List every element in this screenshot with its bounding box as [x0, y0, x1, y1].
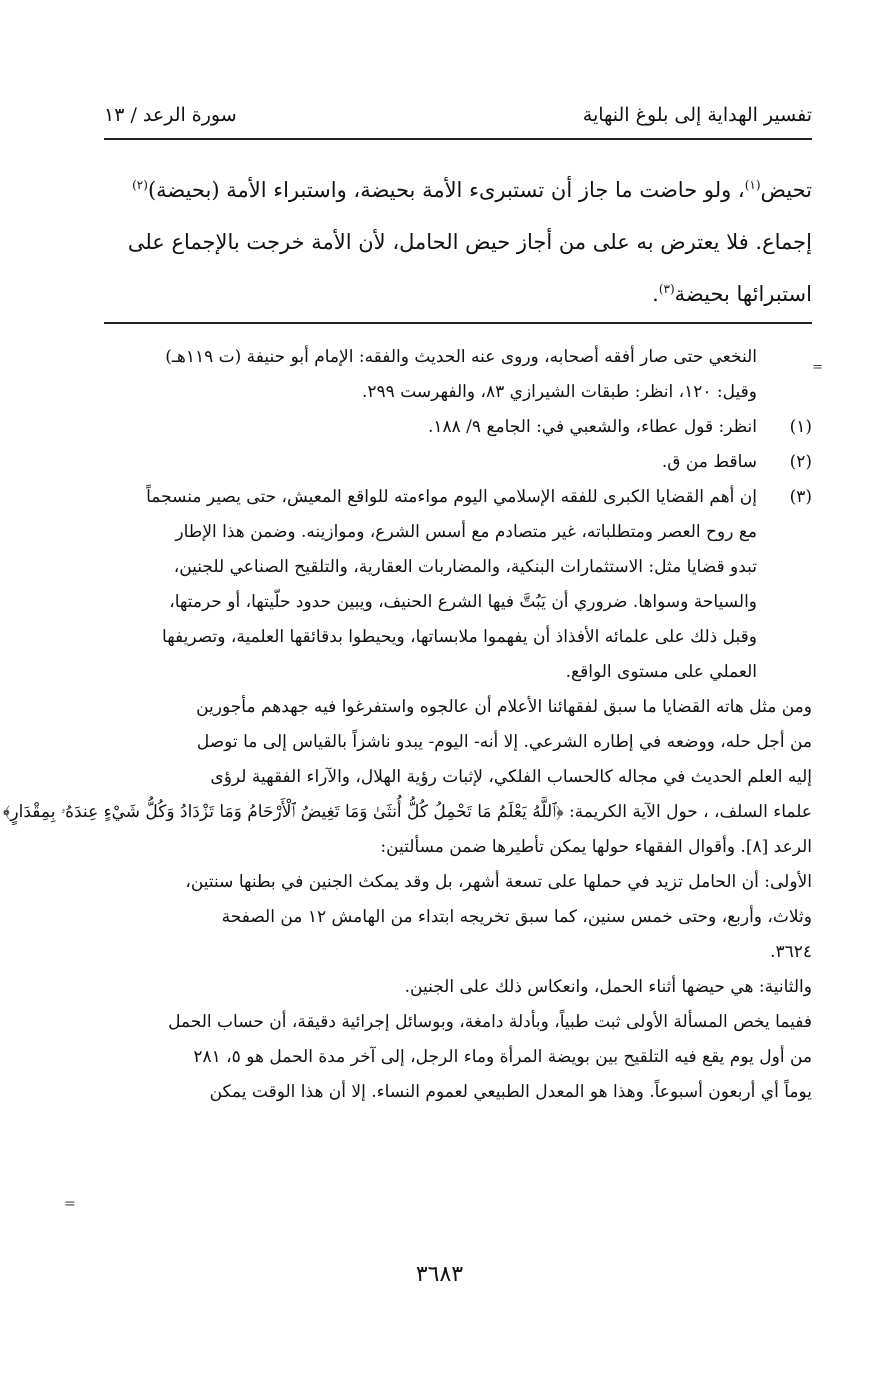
continuation-mark-bottom: =: [64, 1196, 76, 1212]
footnote-line: النخعي حتى صار أفقه أصحابه، وروى عنه الحديث والفقه: الإمام أبو حنيفة (ت ١١٩هـ): [165, 347, 757, 367]
footnote-line: علماء السلف، ، حول الآية الكريمة: ﴿ٱللَّهُ يَعْلَمُ مَا تَحْمِلُ كُلُّ أُنثَىٰ وَمَا تَغِيضُ ٱلْأَرْحَامُ وَمَا تَزْدَادُ وَكُلُّ شَيْءٍ عِندَهُۥ بِمِقْدَارٍ﴾: [2, 802, 812, 822]
footnote-line: وثلاث، وأربع، وحتى خمس سنين، كما سبق تخريجه ابتداء من الهامش ١٢ من الصفحة: [221, 907, 812, 927]
footnote-3-paragraph-5: [104, 1005, 812, 1110]
footnote-line: يوماً أي أربعون أسبوعاً. وهذا هو المعدل الطبيعي لعموم النساء. إلا أن هذا الوقت يمكن: [209, 1082, 812, 1102]
footnote-line: إليه العلم الحديث في مجاله كالحساب الفلكي، لإثبات رؤية الهلال، والآراء الفقهية لرؤى: [210, 767, 812, 787]
footnote-line: العملي على مستوى الواقع.: [565, 662, 757, 682]
footnote-3: [104, 480, 812, 690]
footnote-line: ٣٦٢٤.: [770, 942, 812, 962]
footnote-number-2: (٢): [789, 452, 812, 472]
footnote-1-text: انظر: قول عطاء، والشعبي في: الجامع ٩/ ١٨٨.: [427, 417, 757, 437]
footnote-line: الأولى: أن الحامل تزيد في حملها على تسعة أشهر، بل وقد يمكث الجنين في بطنها سنتين،: [185, 872, 812, 892]
footnote-line: من أول يوم يقع فيه التلقيح بين بويضة المرأة وماء الرجل، إلى آخر مدة الحمل هو ٥، ٢٨١: [193, 1047, 812, 1067]
footnote-line: تبدو قضايا مثل: الاستثمارات البنكية، والمضاربات العقارية، والتلقيح الصناعي للجنين،: [173, 557, 757, 577]
footnotes-section: [2, 340, 812, 1110]
main-line-1: تحيض$^{(١)}$، ولو حاضت ما جاز أن تستبرىء الأمة بحيضة، واستبراء الأمة (بحيضة)$^{(٢)}$: [132, 178, 812, 202]
footnote-continuation: [104, 340, 812, 410]
continuation-mark-top: =: [812, 360, 823, 375]
surah-reference: سورة الرعد / ١٣: [104, 104, 237, 126]
footnote-line: وقيل: ١٢٠، انظر: طبقات الشيرازي ٨٣، والفهرست ٢٩٩.: [361, 382, 757, 402]
footnote-2-text: ساقط من ق.: [661, 452, 757, 472]
footnote-line: مع روح العصر ومتطلباته، غير متصادم مع أسس الشرع، وموازينه. وضمن هذا الإطار: [175, 522, 757, 542]
footnote-line: وقبل ذلك على علمائه الأفذاذ أن يفهموا ملابساتها، ويحيطوا بدقائقها العلمية، وتصريفها: [162, 627, 757, 647]
footnote-line: الرعد [٨]. وأقوال الفقهاء حولها يمكن تأطيرها ضمن مسألتين:: [380, 837, 812, 857]
footnote-line: إن أهم القضايا الكبرى للفقه الإسلامي اليوم مواءمته للواقع المعيش، حتى يصير منسجماً: [146, 487, 757, 507]
footnote-2: [104, 445, 812, 480]
footnote-1: [104, 410, 812, 445]
footnote-ref-1[interactable]: (١): [744, 178, 761, 192]
book-title: تفسير الهداية إلى بلوغ النهاية: [582, 104, 812, 126]
main-line-3: استبرائها بحيضة$^{(٣)}$.: [652, 282, 812, 306]
footnote-line: والثانية: هي حيضها أثناء الحمل، وانعكاس ذلك على الجنين.: [404, 977, 812, 997]
footnote-divider: [104, 322, 812, 324]
footnote-3-paragraph-4: [104, 970, 812, 1005]
footnote-line: ومن مثل هاته القضايا ما سبق لفقهائنا الأعلام أن عالجوه واستفرغوا فيه جهدهم مأجورين: [196, 697, 812, 717]
main-line-2: إجماع. فلا يعترض به على من أجاز حيض الحامل، لأن الأمة خرجت بالإجماع على: [127, 230, 812, 254]
footnote-ref-2[interactable]: (٢): [132, 178, 148, 192]
footnote-3-paragraph-2: [2, 690, 812, 865]
page-number: ٣٦٨٣: [415, 1262, 464, 1287]
footnote-line: والسياحة وسواها. ضروري أن يَبُتَّ فيها الشرع الحنيف، ويبين حدود حلّيتها، أو حرمتها،: [169, 592, 757, 612]
footnote-number-1: (١): [789, 417, 812, 437]
running-header: [104, 98, 812, 138]
footnote-number-3: (٣): [789, 487, 812, 507]
header-divider: [104, 138, 812, 140]
footnote-ref-3[interactable]: (٣): [658, 282, 675, 296]
footnote-3-paragraph-3: [104, 865, 812, 970]
footnote-line: من أجل حله، ووضعه في إطاره الشرعي. إلا أنه- اليوم- يبدو ناشزاً بالقياس إلى ما توصل: [196, 732, 812, 752]
footnote-line: ففيما يخص المسألة الأولى ثبت طبياً، وبأدلة دامغة، وبوسائل إجرائية دقيقة، أن حساب الحمل: [168, 1012, 812, 1032]
main-text: [104, 164, 812, 320]
